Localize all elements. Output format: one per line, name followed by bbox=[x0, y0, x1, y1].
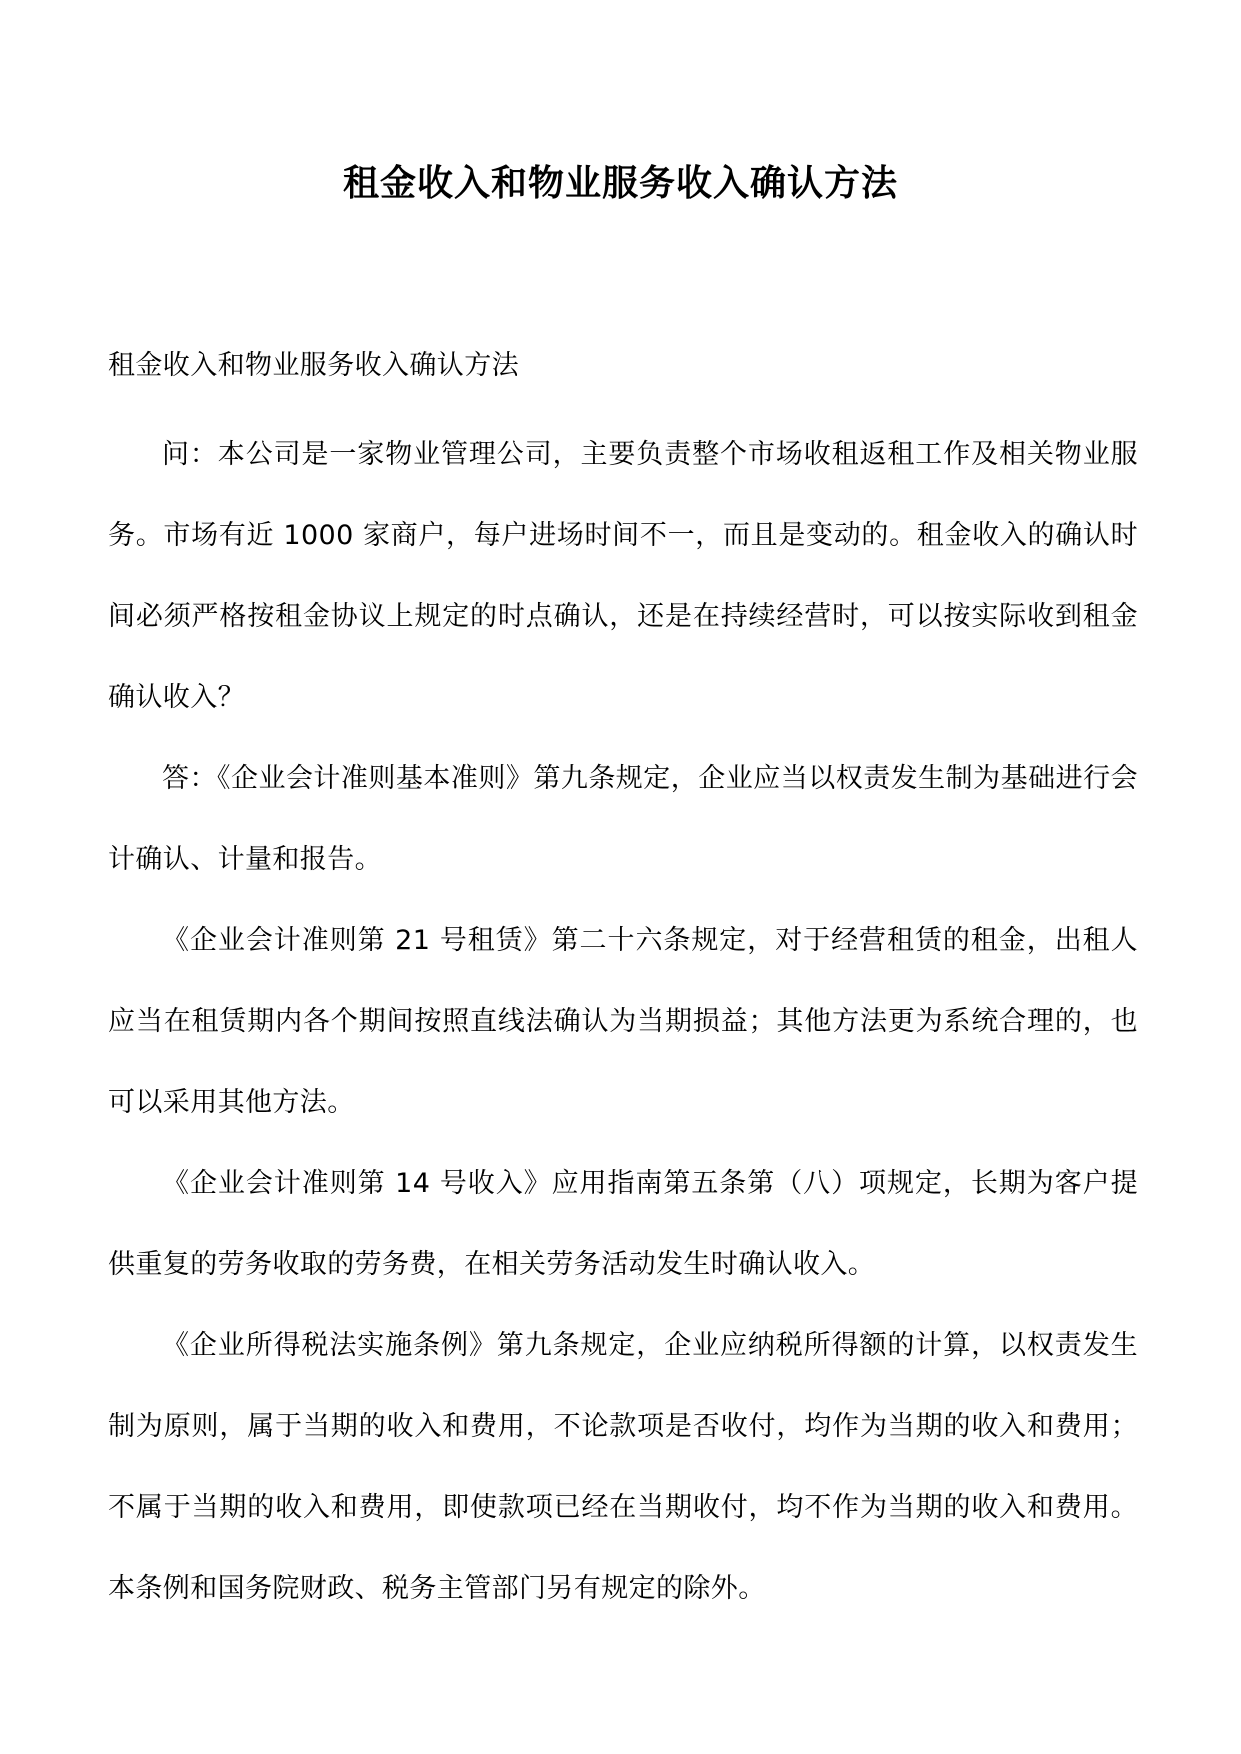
document-body bbox=[108, 340, 1138, 1629]
paragraph-lease-standard: 《企业会计准则第 21 号租赁》第二十六条规定，对于经营租赁的租金，出租人应当在租赁期内各个期间按照直线法确认为当期损益；其他方法更为系统合理的，也可以采用其他方法。 bbox=[108, 925, 1138, 1118]
document-title: 租金收入和物业服务收入确认方法 bbox=[342, 163, 898, 204]
document-subtitle: 租金收入和物业服务收入确认方法 bbox=[108, 350, 519, 381]
paragraph-answer: 答：《企业会计准则基本准则》第九条规定，企业应当以权责发生制为基础进行会计确认、计量和报告。 bbox=[108, 763, 1138, 875]
paragraph-revenue-standard: 《企业会计准则第 14 号收入》应用指南第五条第（八）项规定，长期为客户提供重复的劳务收取的劳务费，在相关劳务活动发生时确认收入。 bbox=[108, 1168, 1138, 1280]
paragraph-question: 问：本公司是一家物业管理公司，主要负责整个市场收租返租工作及相关物业服务。市场有近 1000 家商户，每户进场时间不一，而且是变动的。租金收入的确认时间必须严格按租金协议上规定的时点确认，还是在持续经营时，可以按实际收到租金确认收入？ bbox=[108, 439, 1138, 713]
paragraph-tax-regulation: 《企业所得税法实施条例》第九条规定，企业应纳税所得额的计算，以权责发生制为原则，属于当期的收入和费用，不论款项是否收付，均作为当期的收入和费用；不属于当期的收入和费用，即使款项已经在当期收付，均不作为当期的收入和费用。本条例和国务院财政、税务主管部门另有规定的除外。 bbox=[108, 1330, 1138, 1604]
